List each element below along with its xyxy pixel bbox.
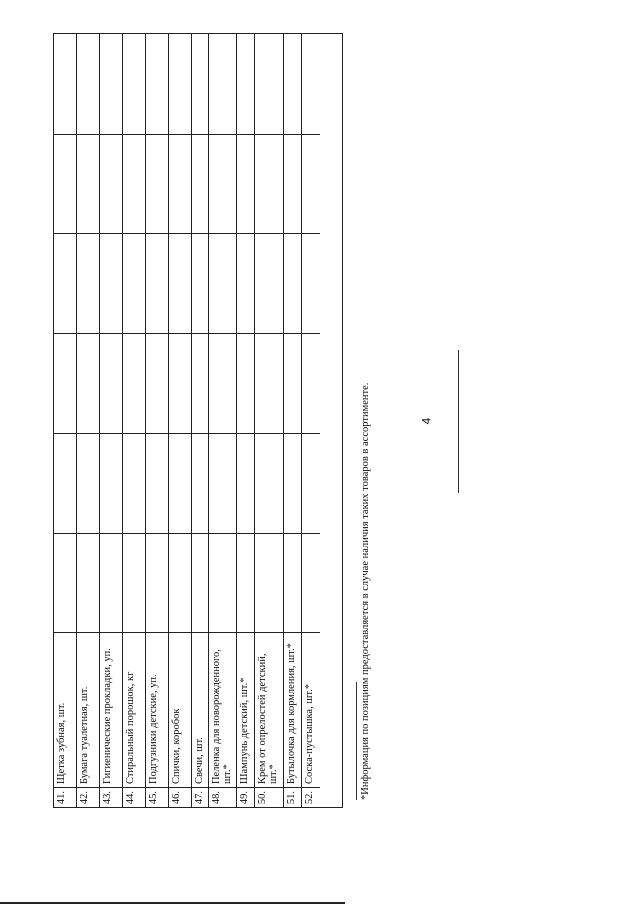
value-cell — [169, 34, 191, 134]
value-cell — [302, 433, 320, 533]
value-cell — [209, 134, 236, 234]
table-row — [77, 34, 100, 807]
value-cell — [100, 134, 122, 234]
value-cell — [209, 533, 236, 633]
value-cell — [123, 134, 145, 234]
item-name: Пеленка для новорожденного, шт.* — [209, 632, 236, 787]
table-row — [54, 34, 77, 807]
row-number: 51. — [284, 787, 301, 807]
item-name: Свечи, шт. — [192, 632, 208, 787]
value-cell — [54, 433, 76, 533]
bottom-rule — [0, 902, 345, 904]
value-cell — [123, 433, 145, 533]
value-cell — [100, 34, 122, 134]
value-cell — [192, 134, 208, 234]
value-cell — [209, 34, 236, 134]
value-cell — [169, 134, 191, 234]
value-cell — [237, 134, 254, 234]
table-row — [169, 34, 192, 807]
item-name: Крем от опрелостей детский, шт.* — [255, 632, 283, 787]
row-number: 48. — [209, 787, 236, 807]
value-cell — [255, 34, 283, 134]
value-cell — [284, 533, 301, 633]
value-cell — [146, 333, 168, 433]
value-cell — [284, 433, 301, 533]
row-number: 42. — [77, 787, 99, 807]
table-row — [284, 34, 302, 807]
row-number: 52. — [302, 787, 320, 807]
value-cell — [284, 34, 301, 134]
value-cell — [100, 533, 122, 633]
value-cell — [237, 433, 254, 533]
value-cell — [192, 34, 208, 134]
value-cell — [284, 134, 301, 234]
value-cell — [100, 433, 122, 533]
value-cell — [123, 333, 145, 433]
row-number: 50. — [255, 787, 283, 807]
value-cell — [123, 533, 145, 633]
rotated-content — [53, 33, 371, 808]
value-cell — [302, 34, 320, 134]
value-cell — [146, 34, 168, 134]
value-cell — [146, 433, 168, 533]
table-row — [192, 34, 209, 807]
row-number: 41. — [54, 787, 76, 807]
value-cell — [169, 533, 191, 633]
item-name: Стиральный порошок, кг — [123, 632, 145, 787]
item-name: Гигиенические прокладки, уп. — [100, 632, 122, 787]
value-cell — [100, 234, 122, 334]
footnote-text: *Информация по позициям предоставляется в случае наличия таких товаров в ассортименте. — [360, 382, 371, 800]
value-cell — [54, 134, 76, 234]
row-number: 49. — [237, 787, 254, 807]
value-cell — [302, 333, 320, 433]
item-name: Щетка зубная, шт. — [54, 632, 76, 787]
value-cell — [169, 234, 191, 334]
row-number: 47. — [192, 787, 208, 807]
value-cell — [209, 234, 236, 334]
table-row — [209, 34, 237, 807]
page-number: 4 — [419, 417, 434, 425]
value-cell — [77, 333, 99, 433]
value-cell — [209, 333, 236, 433]
footnote-rule — [356, 682, 357, 800]
separator-line — [458, 350, 459, 493]
item-name: Спички, коробок — [169, 632, 191, 787]
value-cell — [192, 533, 208, 633]
table-row — [123, 34, 146, 807]
value-cell — [77, 134, 99, 234]
table-row — [237, 34, 255, 807]
goods-table — [53, 33, 343, 808]
value-cell — [209, 433, 236, 533]
value-cell — [146, 134, 168, 234]
value-cell — [146, 533, 168, 633]
value-cell — [54, 333, 76, 433]
item-name: Соска-пустышка, шт.* — [302, 632, 320, 787]
value-cell — [192, 433, 208, 533]
value-cell — [284, 333, 301, 433]
value-cell — [302, 234, 320, 334]
value-cell — [255, 234, 283, 334]
item-name: Шампунь детский, шт.* — [237, 632, 254, 787]
value-cell — [77, 34, 99, 134]
value-cell — [255, 433, 283, 533]
value-cell — [255, 533, 283, 633]
value-cell — [77, 234, 99, 334]
row-number: 43. — [100, 787, 122, 807]
value-cell — [192, 234, 208, 334]
value-cell — [284, 234, 301, 334]
value-cell — [169, 433, 191, 533]
value-cell — [237, 533, 254, 633]
value-cell — [123, 234, 145, 334]
value-cell — [146, 234, 168, 334]
value-cell — [255, 333, 283, 433]
value-cell — [302, 134, 320, 234]
value-cell — [192, 333, 208, 433]
value-cell — [237, 34, 254, 134]
row-number: 44. — [123, 787, 145, 807]
table-row — [146, 34, 169, 807]
table-row — [255, 34, 284, 807]
row-number: 46. — [169, 787, 191, 807]
value-cell — [54, 234, 76, 334]
table-row — [100, 34, 123, 807]
value-cell — [54, 34, 76, 134]
item-name: Подгузники детские, уп. — [146, 632, 168, 787]
table-row — [302, 34, 320, 807]
row-number: 45. — [146, 787, 168, 807]
value-cell — [77, 433, 99, 533]
value-cell — [54, 533, 76, 633]
value-cell — [237, 234, 254, 334]
value-cell — [302, 533, 320, 633]
value-cell — [169, 333, 191, 433]
value-cell — [77, 533, 99, 633]
value-cell — [123, 34, 145, 134]
value-cell — [237, 333, 254, 433]
item-name: Бутылочка для кормления, шт.* — [284, 632, 301, 787]
value-cell — [100, 333, 122, 433]
value-cell — [255, 134, 283, 234]
item-name: Бумага туалетная, шт. — [77, 632, 99, 787]
